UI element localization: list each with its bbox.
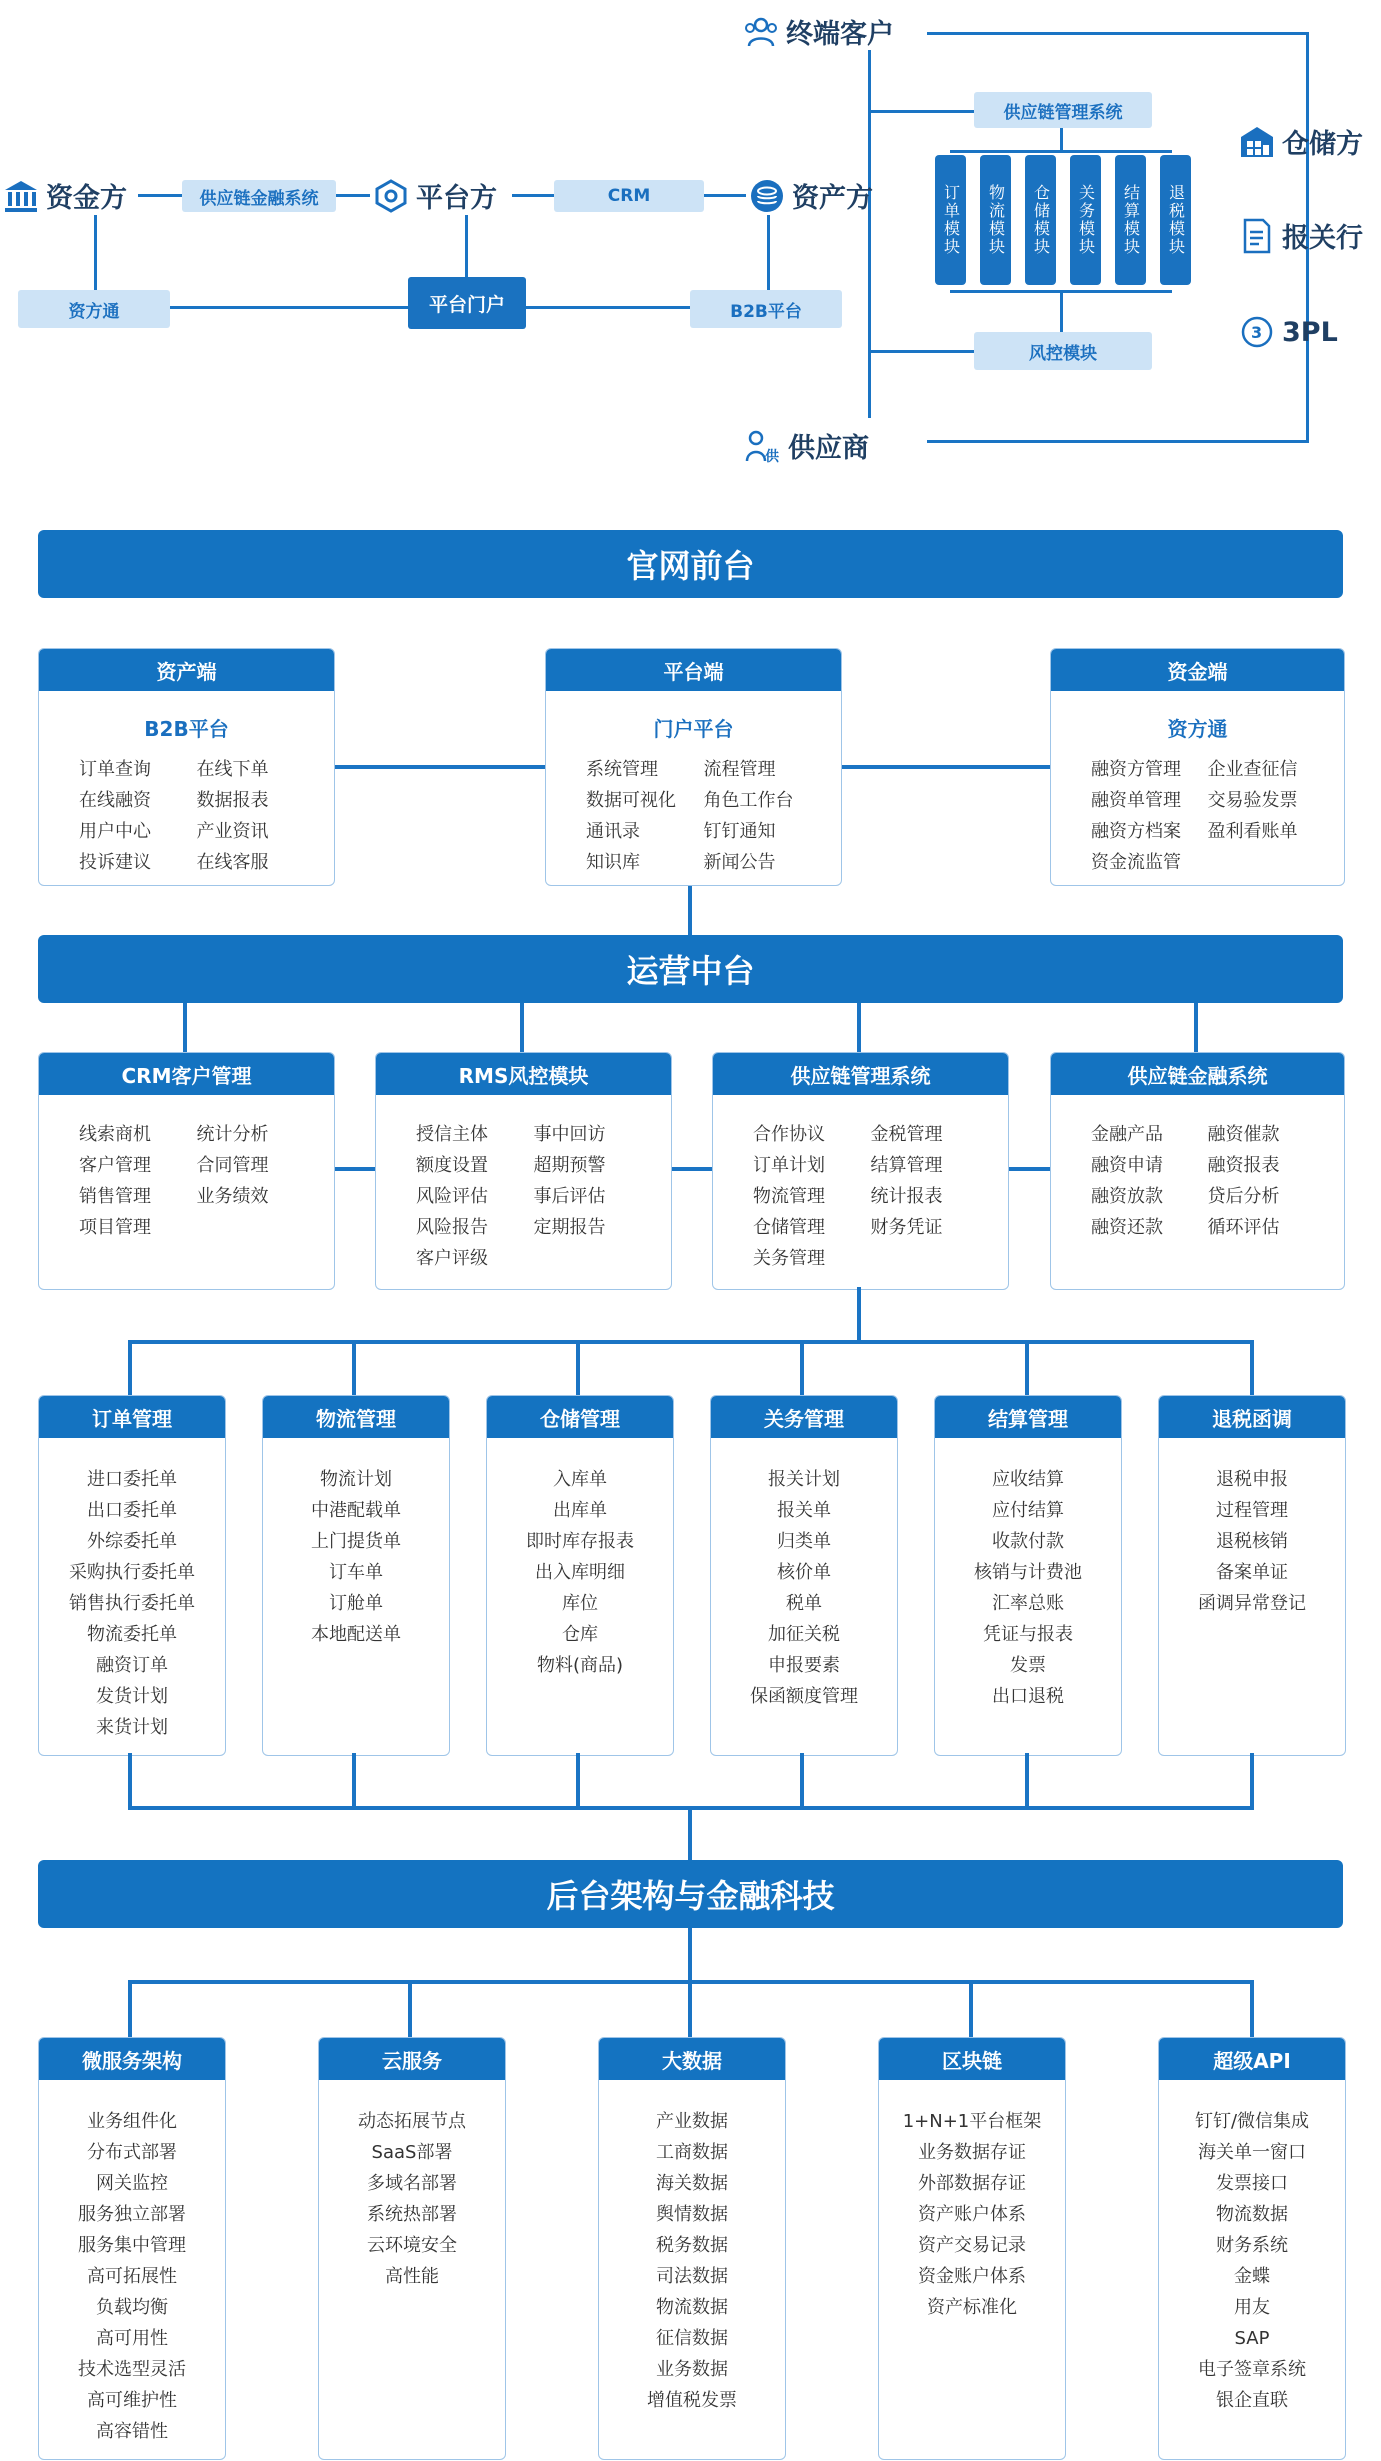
document-icon — [1238, 217, 1276, 255]
connector — [352, 1753, 356, 1809]
warehouse-icon — [1238, 123, 1276, 161]
card-item: 新闻公告 — [703, 852, 776, 873]
card-item: 发票接口 — [1216, 2173, 1288, 2194]
card-item: 报关计划 — [768, 1469, 840, 1490]
card-title: 云服务 — [319, 2038, 505, 2080]
card-item: 客户评级 — [416, 1248, 488, 1269]
card-item: 融资还款 — [1091, 1217, 1163, 1238]
card-item: 发货计划 — [96, 1686, 168, 1707]
card-item: 金税管理 — [870, 1124, 943, 1145]
connector — [408, 1980, 412, 2038]
card-item: 循环评估 — [1207, 1217, 1280, 1238]
connector — [128, 1340, 132, 1396]
card-item: SAP — [1234, 2328, 1270, 2349]
card-item: 核销与计费池 — [974, 1562, 1082, 1583]
card-item: 收款付款 — [992, 1531, 1064, 1552]
card-tax-refund — [1158, 1395, 1346, 1756]
card-item: 融资订单 — [96, 1655, 168, 1676]
card-item: 银企直联 — [1216, 2390, 1288, 2411]
card-microservice — [38, 2037, 226, 2460]
card-item: 融资申请 — [1091, 1155, 1163, 1176]
card-title: 关务管理 — [711, 1396, 897, 1438]
card-item: 资产交易记录 — [918, 2235, 1026, 2256]
card-item: 交易验发票 — [1207, 790, 1298, 811]
card-item: 融资方档案 — [1091, 821, 1181, 842]
card-item: 产业数据 — [656, 2111, 728, 2132]
card-title: 资产端 — [39, 649, 334, 691]
card-item: 物流数据 — [1216, 2204, 1288, 2225]
card-title: 微服务架构 — [39, 2038, 225, 2080]
connector — [950, 150, 1172, 153]
card-item: 服务集中管理 — [78, 2235, 186, 2256]
connector — [352, 1340, 356, 1396]
card-item: 在线下单 — [196, 759, 269, 780]
card-item: 盈利看账单 — [1207, 821, 1298, 842]
tpl-icon — [1238, 313, 1276, 351]
card-item: 订车单 — [329, 1562, 383, 1583]
card-item: 报关单 — [777, 1500, 831, 1521]
card-item: 网关监控 — [96, 2173, 168, 2194]
card-title: RMS风控模块 — [376, 1053, 671, 1095]
fund-tong-label: 资方通 — [18, 290, 170, 328]
connector — [1250, 1980, 1254, 2038]
svg-text:供: 供 — [765, 448, 779, 463]
connector — [576, 1753, 580, 1809]
card-item: 加征关税 — [768, 1624, 840, 1645]
card-item: 流程管理 — [703, 759, 776, 780]
connector — [688, 1980, 692, 2038]
card-item: 用友 — [1234, 2297, 1270, 2318]
card-item: 舆情数据 — [656, 2204, 728, 2225]
card-item: 物料(商品) — [536, 1655, 624, 1676]
card-item: 高容错性 — [96, 2421, 168, 2442]
card-item: 订单计划 — [753, 1155, 825, 1176]
connector — [838, 765, 1054, 769]
platform-icon — [372, 177, 410, 215]
card-item: 高可拓展性 — [87, 2266, 177, 2287]
card-title: 区块链 — [879, 2038, 1065, 2080]
entity-label: 仓储方 — [1282, 129, 1363, 160]
card-item: 业务数据 — [656, 2359, 728, 2380]
card-item: 电子签章系统 — [1198, 2359, 1306, 2380]
card-platform-end — [545, 648, 842, 886]
card-item: 在线融资 — [79, 790, 151, 811]
entity-label: 资产方 — [792, 183, 873, 214]
module-warehouse: 仓储模块 — [1025, 155, 1056, 285]
card-title: CRM客户管理 — [39, 1053, 334, 1095]
card-item: 合同管理 — [196, 1155, 269, 1176]
connector — [332, 194, 370, 197]
card-item: 申报要素 — [768, 1655, 840, 1676]
connector — [927, 440, 1309, 443]
platform-portal-label: 平台门户 — [408, 277, 526, 329]
card-item: 分布式部署 — [87, 2142, 177, 2163]
card-item: 增值税发票 — [647, 2390, 737, 2411]
end-customer — [742, 12, 894, 51]
connector — [1060, 126, 1063, 150]
card-item: 汇率总账 — [992, 1593, 1064, 1614]
card-title: 大数据 — [599, 2038, 785, 2080]
card-item: 系统管理 — [586, 759, 658, 780]
connector — [183, 1003, 187, 1053]
card-item: 合作协议 — [753, 1124, 825, 1145]
card-item — [197, 1212, 305, 1243]
card-item: 来货计划 — [96, 1717, 168, 1738]
card-item: 物流委托单 — [87, 1624, 177, 1645]
connector — [868, 110, 976, 113]
card-item: 数据可视化 — [586, 790, 676, 811]
card-item: 在线客服 — [196, 852, 269, 873]
card-item: 1+N+1平台框架 — [902, 2111, 1042, 2132]
asset-side — [748, 176, 873, 215]
card-item: 线索商机 — [79, 1124, 151, 1145]
card-item: 超期预警 — [533, 1155, 606, 1176]
card-item: 入库单 — [553, 1469, 607, 1490]
card-item: 订舱单 — [329, 1593, 383, 1614]
card-item: 核价单 — [777, 1562, 831, 1583]
card-item: 高可用性 — [96, 2328, 168, 2349]
connector — [800, 1753, 804, 1809]
connector — [969, 1980, 973, 2038]
card-item: 负载均衡 — [96, 2297, 168, 2318]
card-item: 销售执行委托单 — [69, 1593, 195, 1614]
connector — [927, 32, 1309, 35]
entity-label: 3PL — [1282, 316, 1338, 348]
card-item: 钉钉通知 — [703, 821, 776, 842]
card-cloud — [318, 2037, 506, 2460]
card-item: 关务管理 — [753, 1248, 825, 1269]
card-item: 金蝶 — [1234, 2266, 1270, 2287]
card-item: 多域名部署 — [367, 2173, 457, 2194]
card-title: 供应链管理系统 — [713, 1053, 1008, 1095]
connector — [1250, 1340, 1254, 1396]
front-layer-title: 官网前台 — [38, 530, 1343, 598]
coins-icon — [748, 177, 786, 215]
card-crm — [38, 1052, 335, 1290]
card-item: 风险评估 — [416, 1186, 488, 1207]
card-item: 技术选型灵活 — [78, 2359, 186, 2380]
card-title: 供应链金融系统 — [1051, 1053, 1344, 1095]
card-item — [871, 1243, 979, 1274]
card-item: 征信数据 — [656, 2328, 728, 2349]
card-blockchain — [878, 2037, 1066, 2460]
card-item: 项目管理 — [79, 1217, 151, 1238]
card-item: 事后评估 — [533, 1186, 606, 1207]
card-item: 知识库 — [586, 852, 640, 873]
users-icon — [742, 13, 780, 51]
card-item — [534, 1243, 642, 1274]
card-item: 云环境安全 — [367, 2235, 457, 2256]
card-item: 融资报表 — [1207, 1155, 1280, 1176]
connector — [688, 1806, 692, 1862]
card-item: 仓库 — [562, 1624, 598, 1645]
card-item: 进口委托单 — [87, 1469, 177, 1490]
scf-system-label: 供应链金融系统 — [182, 180, 336, 212]
card-item: 融资放款 — [1091, 1186, 1163, 1207]
card-item: 资产标准化 — [927, 2297, 1017, 2318]
card-warehouse-mgmt — [486, 1395, 674, 1756]
card-subtitle: 门户平台 — [653, 717, 734, 741]
card-item: 统计分析 — [196, 1124, 269, 1145]
module-customs: 关务模块 — [1070, 155, 1101, 285]
card-item: 资产账户体系 — [918, 2204, 1026, 2225]
card-item: 海关单一窗口 — [1198, 2142, 1306, 2163]
card-item: 资金流监管 — [1091, 852, 1181, 873]
card-item: 高可维护性 — [87, 2390, 177, 2411]
card-title: 平台端 — [546, 649, 841, 691]
card-item: 动态拓展节点 — [358, 2111, 466, 2132]
card-item: 投诉建议 — [79, 852, 151, 873]
card-item: 额度设置 — [416, 1155, 488, 1176]
connector — [168, 306, 408, 309]
card-item: 海关数据 — [656, 2173, 728, 2194]
svg-text:3: 3 — [1251, 323, 1263, 342]
card-item: 业务数据存证 — [918, 2142, 1026, 2163]
card-item: 即时库存报表 — [526, 1531, 634, 1552]
connector — [800, 1340, 804, 1396]
connector — [128, 1340, 1254, 1344]
card-item: 物流计划 — [320, 1469, 392, 1490]
card-item: 发票 — [1010, 1655, 1046, 1676]
card-item: 归类单 — [777, 1531, 831, 1552]
connector — [465, 215, 468, 277]
card-title: 退税函调 — [1159, 1396, 1345, 1438]
card-item: 角色工作台 — [703, 790, 794, 811]
card-scf — [1050, 1052, 1345, 1290]
card-item: 出口退税 — [992, 1686, 1064, 1707]
card-item: 外部数据存证 — [918, 2173, 1026, 2194]
bank-icon — [2, 177, 40, 215]
backend-layer-title: 后台架构与金融科技 — [38, 1860, 1343, 1928]
card-bigdata — [598, 2037, 786, 2460]
card-item: 数据报表 — [196, 790, 269, 811]
card-title: 物流管理 — [263, 1396, 449, 1438]
card-item: 业务组件化 — [87, 2111, 177, 2132]
connector — [868, 350, 976, 353]
third-party-logistics — [1238, 313, 1338, 351]
card-item: 应收结算 — [992, 1469, 1064, 1490]
card-item: 企业查征信 — [1207, 759, 1298, 780]
card-item: 保函额度管理 — [750, 1686, 858, 1707]
card-item: 物流数据 — [656, 2297, 728, 2318]
connector — [1005, 1167, 1052, 1171]
card-title: 结算管理 — [935, 1396, 1121, 1438]
card-item: 融资催款 — [1207, 1124, 1280, 1145]
card-item: 融资方管理 — [1091, 759, 1181, 780]
card-item: 本地配送单 — [311, 1624, 401, 1645]
connector — [668, 1167, 714, 1171]
card-item: 通讯录 — [586, 821, 640, 842]
card-subtitle: 资方通 — [1167, 717, 1228, 741]
module-order: 订单模块 — [935, 155, 966, 285]
card-item: 出入库明细 — [535, 1562, 625, 1583]
card-super-api — [1158, 2037, 1346, 2460]
card-item: 统计报表 — [870, 1186, 943, 1207]
connector — [1250, 1753, 1254, 1809]
card-item: 系统热部署 — [367, 2204, 457, 2225]
card-item: 采购执行委托单 — [69, 1562, 195, 1583]
card-customs-mgmt — [710, 1395, 898, 1756]
card-title: 资金端 — [1051, 649, 1344, 691]
card-item: 司法数据 — [656, 2266, 728, 2287]
connector — [330, 1167, 378, 1171]
supplier — [744, 426, 869, 465]
card-item: 物流管理 — [753, 1186, 825, 1207]
connector — [688, 1928, 692, 1982]
entity-label: 终端客户 — [786, 19, 894, 50]
card-item: 金融产品 — [1091, 1124, 1163, 1145]
card-title: 订单管理 — [39, 1396, 225, 1438]
module-settlement: 结算模块 — [1115, 155, 1146, 285]
card-item: 产业资讯 — [196, 821, 269, 842]
connector — [520, 1003, 524, 1053]
connector — [94, 215, 97, 290]
card-item: 应付结算 — [992, 1500, 1064, 1521]
card-asset-end — [38, 648, 335, 886]
card-item: 定期报告 — [533, 1217, 606, 1238]
connector — [1060, 290, 1063, 334]
fund-side — [2, 176, 127, 215]
card-item: 服务独立部署 — [78, 2204, 186, 2225]
connector — [688, 883, 692, 935]
card-item: 外综委托单 — [87, 1531, 177, 1552]
card-item: 税务数据 — [656, 2235, 728, 2256]
card-item: 财务系统 — [1216, 2235, 1288, 2256]
card-rms — [375, 1052, 672, 1290]
warehouse — [1238, 122, 1363, 161]
card-title: 仓储管理 — [487, 1396, 673, 1438]
entity-label: 报关行 — [1282, 223, 1363, 254]
card-subtitle: B2B平台 — [144, 717, 229, 741]
card-item: 财务凭证 — [870, 1217, 943, 1238]
card-item: 出口委托单 — [87, 1500, 177, 1521]
card-item: 事中回访 — [533, 1124, 606, 1145]
card-item: 上门提货单 — [311, 1531, 401, 1552]
middle-layer-title: 运营中台 — [38, 935, 1343, 1003]
connector — [1025, 1340, 1029, 1396]
scm-system-label: 供应链管理系统 — [974, 92, 1152, 128]
risk-module-label: 风控模块 — [974, 332, 1152, 370]
card-logistics-mgmt — [262, 1395, 450, 1756]
supplier-user-icon — [744, 427, 782, 465]
connector — [128, 1753, 132, 1809]
entity-label: 供应商 — [788, 433, 869, 464]
connector — [1025, 1753, 1029, 1809]
card-item: 结算管理 — [870, 1155, 943, 1176]
connector — [857, 1003, 861, 1053]
connector — [128, 1980, 132, 2038]
entity-label: 平台方 — [416, 183, 497, 214]
card-item: 客户管理 — [79, 1155, 151, 1176]
connector — [525, 306, 691, 309]
connector — [512, 194, 556, 197]
connector — [700, 194, 746, 197]
card-settlement-mgmt — [934, 1395, 1122, 1756]
connector — [1194, 1003, 1198, 1053]
card-fund-end — [1050, 648, 1345, 886]
card-item: 凭证与报表 — [983, 1624, 1073, 1645]
card-scm — [712, 1052, 1009, 1290]
card-item: 退税核销 — [1216, 1531, 1288, 1552]
card-item: 中港配载单 — [311, 1500, 401, 1521]
module-logistics: 物流模块 — [980, 155, 1011, 285]
card-item: 函调异常登记 — [1198, 1593, 1306, 1614]
module-tax-refund: 退税模块 — [1160, 155, 1191, 285]
card-item: 仓储管理 — [753, 1217, 825, 1238]
customs — [1238, 216, 1363, 255]
card-item: 工商数据 — [656, 2142, 728, 2163]
card-item: 过程管理 — [1216, 1500, 1288, 1521]
connector — [857, 1287, 861, 1342]
card-item: 用户中心 — [79, 821, 151, 842]
card-item: 库位 — [562, 1593, 598, 1614]
card-item: 钉钉/微信集成 — [1194, 2111, 1310, 2132]
connector — [868, 50, 871, 418]
card-order-mgmt — [38, 1395, 226, 1756]
connector — [576, 1340, 580, 1396]
card-item: 融资单管理 — [1091, 790, 1181, 811]
card-item: 销售管理 — [79, 1186, 151, 1207]
card-item — [1208, 847, 1315, 878]
platform-side — [372, 176, 497, 215]
card-item: 高性能 — [385, 2266, 439, 2287]
card-item: 资金账户体系 — [918, 2266, 1026, 2287]
connector — [330, 765, 548, 769]
card-item: SaaS部署 — [371, 2142, 453, 2163]
card-title: 超级API — [1159, 2038, 1345, 2080]
card-item: 退税申报 — [1216, 1469, 1288, 1490]
card-item: 业务绩效 — [196, 1186, 269, 1207]
entity-label: 资金方 — [46, 183, 127, 214]
card-item: 授信主体 — [416, 1124, 488, 1145]
b2b-label: B2B平台 — [690, 290, 842, 328]
card-item: 订单查询 — [79, 759, 151, 780]
card-item: 出库单 — [553, 1500, 607, 1521]
card-item: 备案单证 — [1216, 1562, 1288, 1583]
connector — [767, 215, 770, 290]
card-item: 贷后分析 — [1207, 1186, 1280, 1207]
crm-label: CRM — [554, 180, 704, 212]
card-item: 税单 — [786, 1593, 822, 1614]
card-item: 风险报告 — [416, 1217, 488, 1238]
